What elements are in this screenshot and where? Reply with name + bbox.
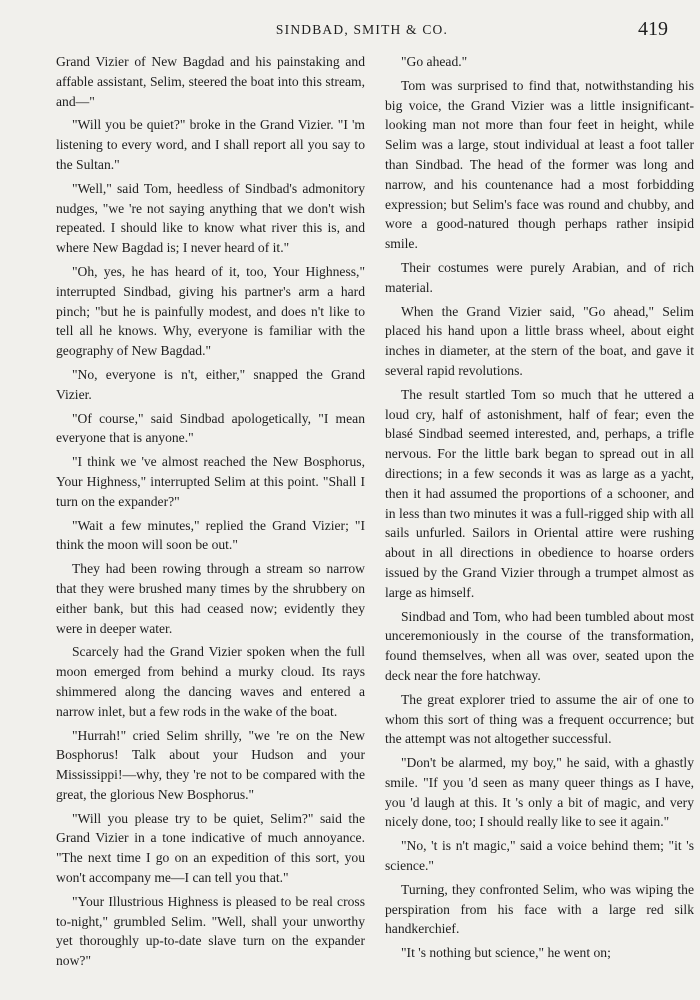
paragraph: When the Grand Vizier said, "Go ahead," Selim placed his hand upon a little brass wheel, about eight inches in diameter, at the stern of the boat, and gave it several rapid revolutions.	[385, 303, 694, 378]
paragraph: Tom was surprised to find that, notwithstanding his big voice, the Grand Vizier was a little insignificant-looking man not more than four feet in height, while Selim was a large, stout individual at least a foot taller than Sindbad. The head of the former was long and narrow, and his countenance had a most forbidding expression; but Selim's face was round and chubby, and wore a good-natured though perhaps rather insipid smile.	[385, 77, 694, 252]
paragraph: "I think we 've almost reached the New Bosphorus, Your Highness," interrupted Selim at this point. "Shall I turn on the expander?"	[56, 454, 365, 509]
paragraph: "Will you be quiet?" broke in the Grand Vizier. "I 'm listening to every word, and I shall report all you say to the Sultan."	[56, 117, 365, 172]
paragraph: "Well," said Tom, heedless of Sindbad's admonitory nudges, "we 're not saying anything that we don't wish repeated. I should like to know what river this is, and where New Bagdad is; I never heard of it."	[56, 180, 365, 256]
paragraph: Scarcely had the Grand Vizier spoken when the full moon emerged from behind a murky cloud. Its rays shimmered along the dancing waves and entered a narrow inlet, but a few rods in the wake of the boat.	[56, 644, 365, 719]
paragraph: "It 's nothing but science," he went on;	[401, 945, 611, 961]
page-number: 419	[638, 18, 668, 40]
paragraph: "Don't be alarmed, my boy," he said, with a ghastly smile. "If you 'd seen as many queer things as I have, you 'd laugh at this. It 's only a bit of magic, and very nicely done, too; I should really like to see it again."	[385, 755, 694, 830]
paragraph: "Go ahead."	[401, 54, 468, 69]
left-column	[56, 52, 365, 997]
paragraph: Turning, they confronted Selim, who was wiping the perspiration from his face with a large red silk handkerchief.	[385, 881, 694, 937]
paragraph: "Oh, yes, he has heard of it, too, Your Highness," interrupted Sindbad, giving his partner's arm a hard pinch; "but he is painfully modest, and does n't like to tell all he knows. Why, everyone is familiar with the geography of New Bagdad."	[56, 263, 365, 359]
paragraph: "Will you please try to be quiet, Selim?" said the Grand Vizier in a tone indicative of much annoyance. "The next time I go on an expedition of this sort, you won't accompany me—I can tell you that."	[56, 810, 365, 886]
running-title: SINDBAD, SMITH & CO.	[275, 22, 449, 37]
paragraph: Grand Vizier of New Bagdad and his painstaking and affable assistant, Selim, steered the boat into this stream, and—"	[56, 54, 365, 109]
paragraph: "Of course," said Sindbad apologetically, "I mean everyone that is anyone."	[56, 410, 365, 446]
paragraph: "No, 't is n't magic," said a voice behind them; "it 's science."	[385, 838, 694, 874]
paragraph: Sindbad and Tom, who had been tumbled about most unceremoniously in the course of the transformation, found themselves, when all was over, seated upon the deck near the fore hatchway.	[385, 608, 694, 683]
paragraph: "Hurrah!" cried Selim shrilly, "we 're on the New Bosphorus! Talk about your Hudson and your Mississippi!—why, they 're not to be compared with the great, the glorious New Bosphorus."	[56, 727, 365, 802]
paragraph: The great explorer tried to assume the air of one to whom this sort of thing was a frequent occurrence; but the attempt was not altogether successful.	[385, 691, 694, 747]
right-column	[385, 52, 694, 997]
page-header	[56, 18, 668, 44]
paragraph: The result startled Tom so much that he uttered a loud cry, half of astonishment, half of fear; even the blasé Sindbad seemed interested, and, perhaps, a trifle nervous. For the little bark began to spread out in all directions; in a few seconds it was as large as a yacht, then it had assumed the proportions of a schooner, and in less than two minutes it was a full-rigged ship with all sails unfurled. Sailors in Oriental attire were rushing about in all directions in obedience to hoarse orders issued by the Grand Vizier through a trumpet almost as large as himself.	[385, 386, 694, 600]
paragraph: "No, everyone is n't, either," snapped the Grand Vizier.	[56, 366, 365, 402]
paragraph: "Wait a few minutes," replied the Grand Vizier; "I think the moon will soon be out."	[56, 517, 365, 553]
text-columns	[56, 52, 694, 997]
paragraph: Their costumes were purely Arabian, and of rich material.	[385, 259, 694, 295]
paragraph: "Your Illustrious Highness is pleased to be real cross to-night," grumbled Selim. "Well, shall your unworthy yet thoroughly up-to-date slave turn on the expander now?"	[56, 893, 365, 969]
paragraph: They had been rowing through a stream so narrow that they were brushed many times by the shrubbery on either bank, but this had ceased now; evidently they were in deeper water.	[56, 561, 365, 636]
